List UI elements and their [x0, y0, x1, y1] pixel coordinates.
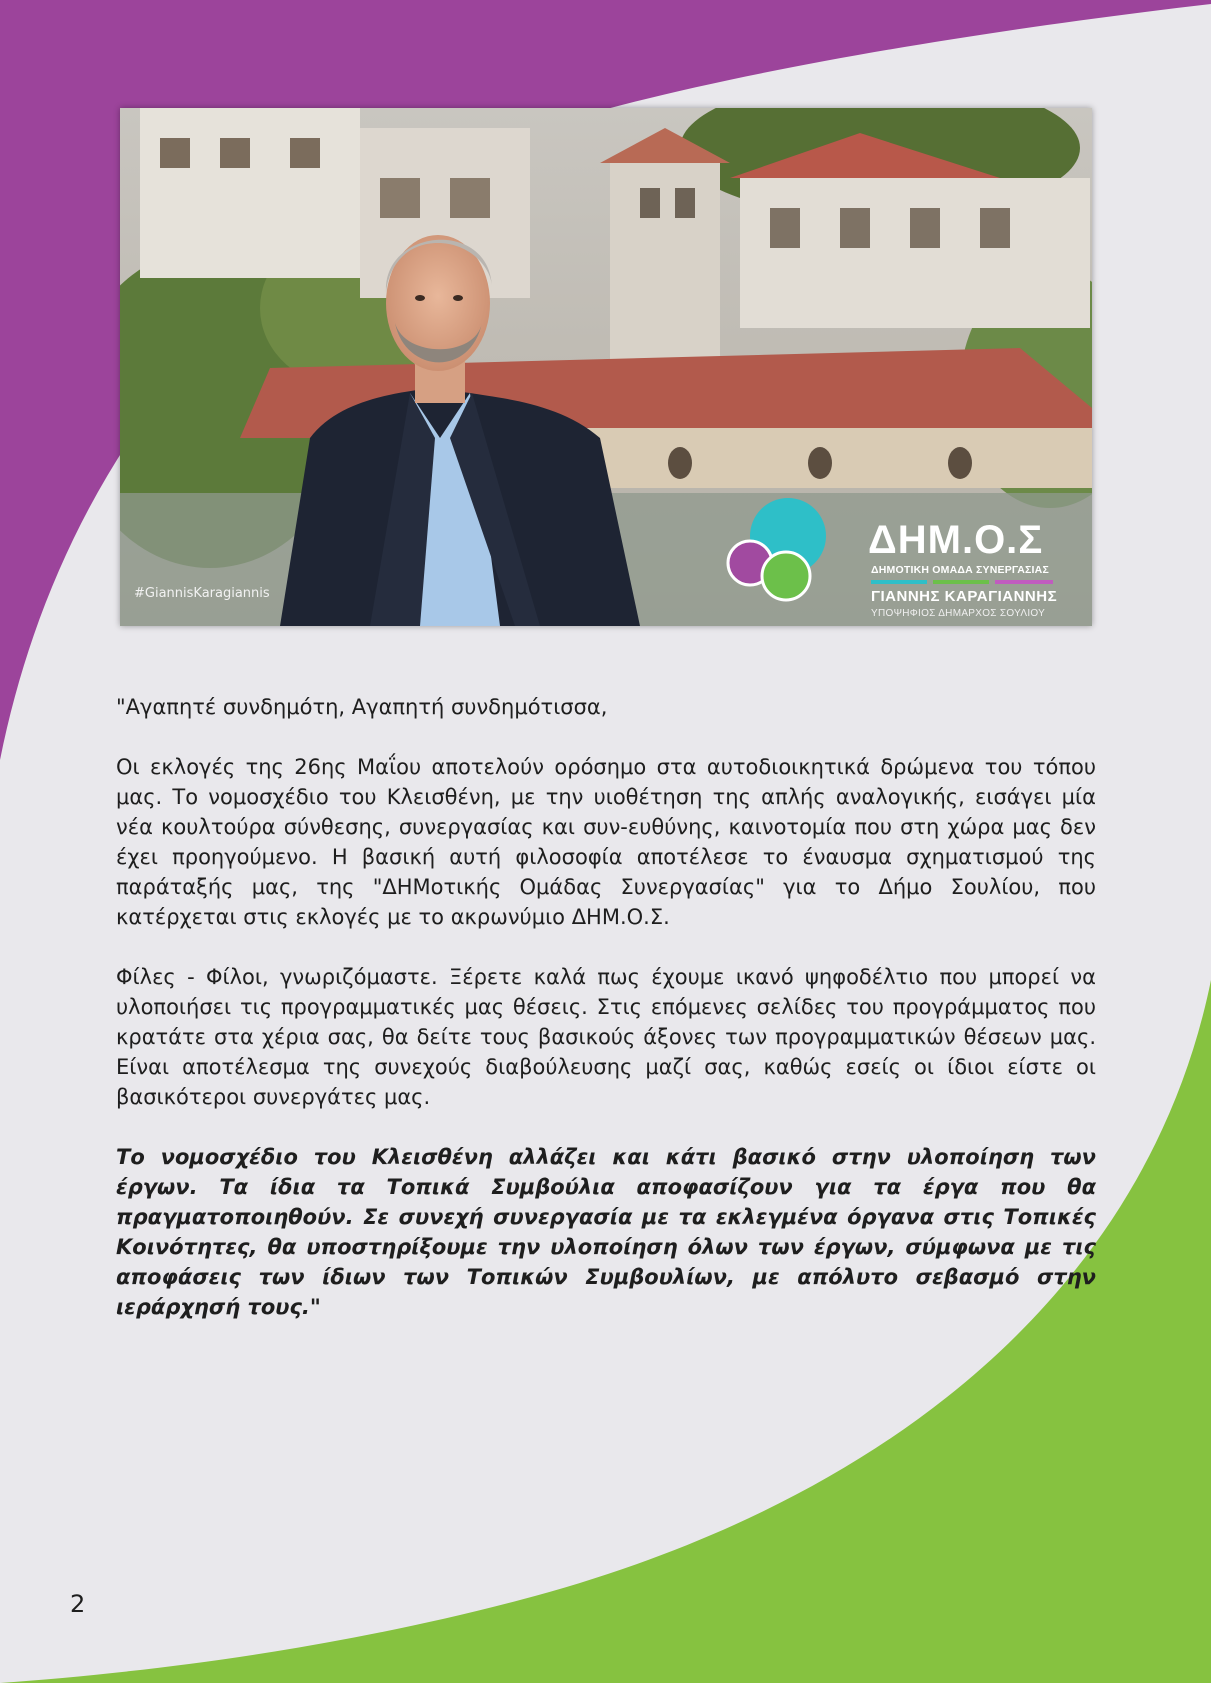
letter-paragraph-1: Οι εκλογές της 26ης Μαΐου αποτελούν ορόσημο στα αυτοδιοικητικά δρώμενα του τόπου μας. Το νομοσχέδιο του Κλεισθένη, με την υιοθέτηση της απλής αναλογικής, εισάγει μία νέα κουλτούρα σύνθεσης, συνεργασίας και συν-ευθύνης, καινοτομία που στη χώρα μας δεν έχει προηγούμενο. Η βασική αυτή φιλοσοφία αποτέλεσε το έναυσμα σχηματισμού της παράταξής μας, της "ΔΗΜοτικής Ομάδας Συνεργασίας" για το Δήμο Σουλίου, που κατέρχεται στις εκλογές με το ακρωνύμιο ΔΗΜ.Ο.Σ. — [116, 755, 1096, 929]
logo-circle-green — [762, 552, 810, 600]
logo-bar-green — [933, 580, 989, 584]
logo-bar-purple — [995, 580, 1053, 584]
candidate-role: ΥΠΟΨΗΦΙΟΣ ΔΗΜΑΡΧΟΣ ΣΟΥΛΙΟΥ — [871, 608, 1046, 619]
logo-subtitle: ΔΗΜΟΤΙΚΗ ΟΜΑΔΑ ΣΥΝΕΡΓΑΣΙΑΣ — [871, 564, 1049, 576]
hashtag-caption: #GiannisKaragiannis — [134, 586, 270, 601]
logo-title: ΔΗΜ.Ο.Σ — [868, 518, 1044, 562]
letter-paragraph-3: Το νομοσχέδιο του Κλεισθένη αλλάζει και κάτι βασικό στην υλοποίηση των έργων. Τα ίδια τα Τοπικά Συμβούλια αποφασίζουν για τα έργα που θα πραγματοποιηθούν. Σε συνεχή συνεργασία με τα εκλεγμένα όργανα στις Τοπικές Κοινότητες, θα υποστηρίξουμε την υλοποίηση όλων των έργων, σύμφωνα με τις αποφάσεις των ίδιων των Τοπικών Συμβουλίων, με απόλυτο σεβασμό στην ιεράρχησή τους." — [116, 1145, 1096, 1319]
letter-paragraph-2: Φίλες - Φίλοι, γνωριζόμαστε. Ξέρετε καλά πως έχουμε ικανό ψηφοδέλτιο που μπορεί να υλοποιήσει τις προγραμματικές μας θέσεις. Στις επόμενες σελίδες του προγράμματος που κρατάτε στα χέρια σας, θα δείτε τους βασικούς άξονες των προγραμματικών θέσεων μας. Είναι αποτέλεσμα της συνεχούς διαβούλευσης μαζί σας, καθώς εσείς οι ίδιοι είστε οι βασικότεροι συνεργάτες μας. — [116, 965, 1096, 1109]
page-number: 2 — [70, 1590, 86, 1618]
logo-bar-cyan — [871, 580, 927, 584]
logo-color-bars — [871, 580, 1055, 584]
letter-body — [116, 692, 1096, 1352]
candidate-name: ΓΙΑΝΝΗΣ ΚΑΡΑΓΙΑΝΝΗΣ — [871, 588, 1058, 605]
letter-greeting: "Αγαπητέ συνδημότη, Αγαπητή συνδημότισσα, — [116, 695, 608, 719]
candidate-photo — [120, 108, 1092, 626]
